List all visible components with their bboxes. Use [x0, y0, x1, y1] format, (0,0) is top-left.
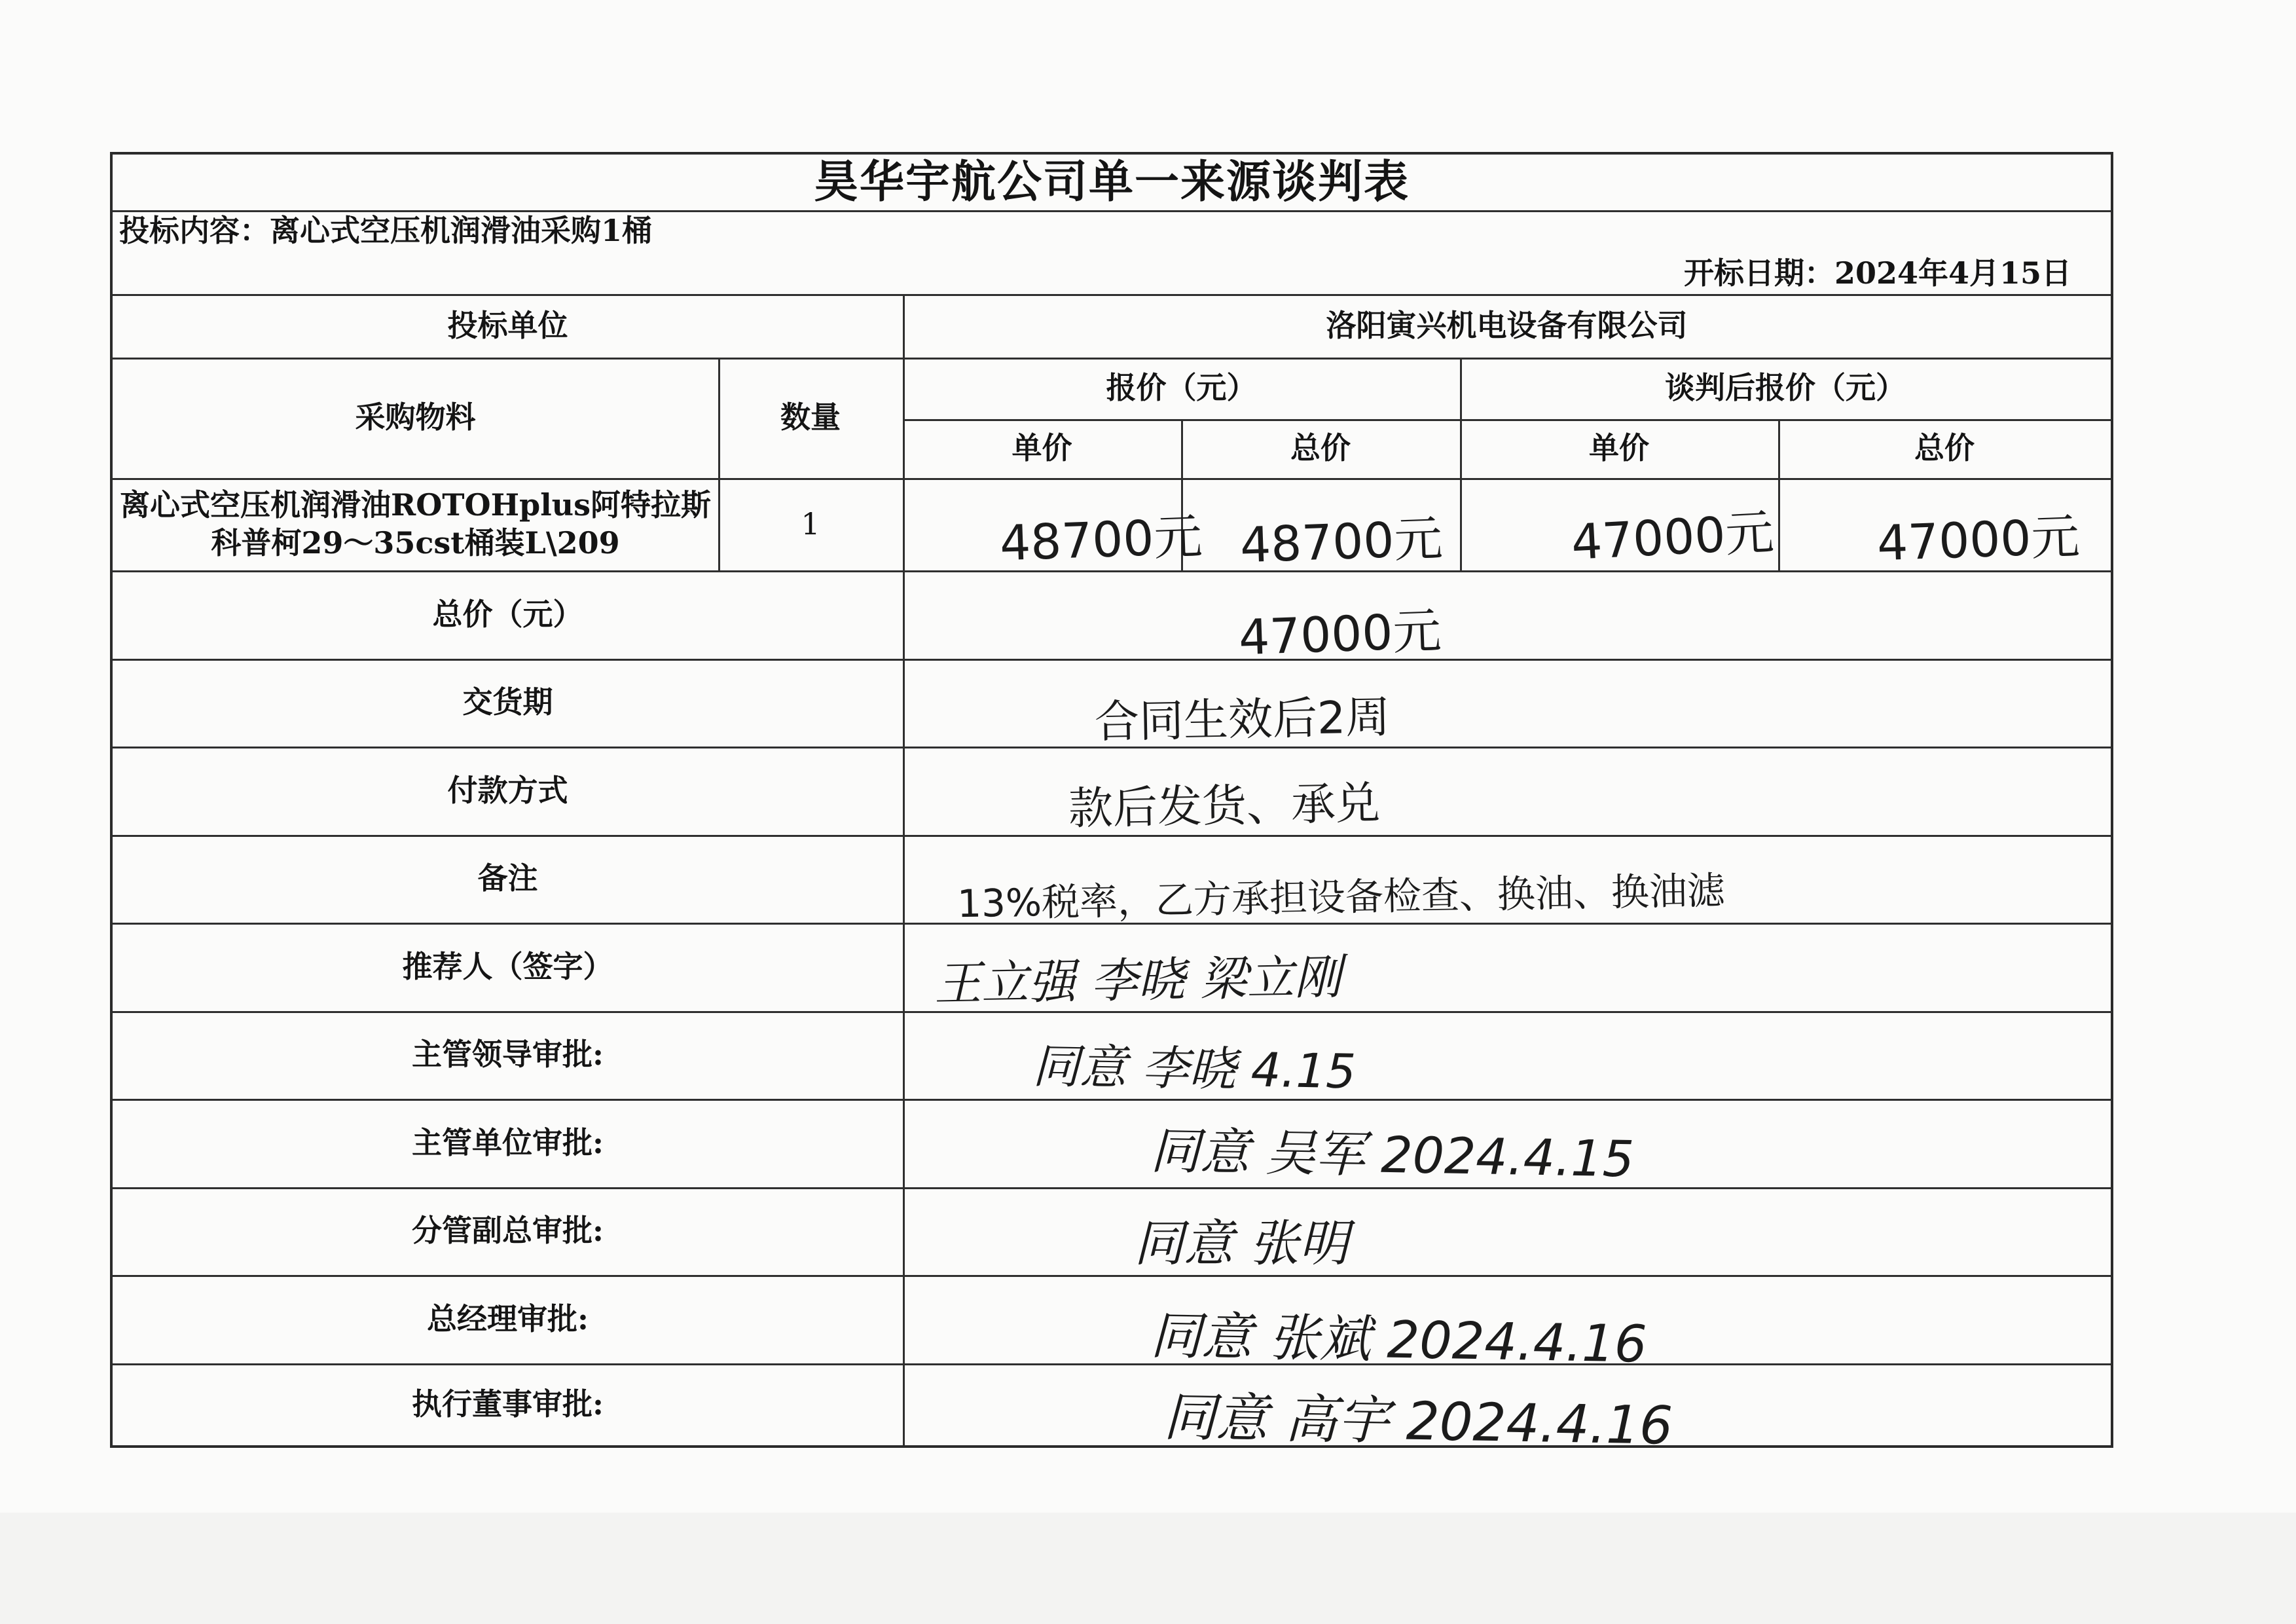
grand-total-value: 47000元 — [1237, 602, 1442, 667]
open-date: 开标日期：2024年4月15日 — [1683, 255, 2071, 291]
quote-unit-value: 48700元 — [998, 508, 1203, 572]
leader-approval-label: 主管领导审批: — [412, 1037, 604, 1073]
chairman-approval-signature: 同意 高宇 2024.4.16 — [1163, 1386, 1673, 1456]
quantity-label: 数量 — [780, 399, 841, 435]
page-bottom-shade — [0, 1513, 2296, 1624]
gm-approval-label: 总经理审批: — [427, 1301, 589, 1337]
payment-value: 款后发货、承兑 — [1068, 777, 1381, 836]
quote-total-value: 48700元 — [1239, 510, 1444, 574]
negotiation-form — [110, 152, 2113, 1456]
chairman-approval-label: 执行董事审批: — [412, 1386, 604, 1422]
negotiated-total-value: 47000元 — [1876, 508, 2081, 572]
grand-total-label: 总价（元） — [432, 596, 583, 632]
remarks-value: 13%税率，乙方承担设备检查、换油、换油滤 — [957, 868, 1726, 927]
recommender-signatures: 王立强 李晓 梁立刚 — [934, 949, 1342, 1012]
negotiated-unit-value: 47000元 — [1569, 504, 1776, 572]
material-label: 采购物料 — [355, 399, 476, 435]
negotiated-quote-label: 谈判后报价（元） — [1665, 370, 1906, 406]
bidder-name: 洛阳寅兴机电设备有限公司 — [1326, 307, 1688, 343]
quote-unit-price-label: 单价 — [1011, 430, 1072, 466]
bidder-label: 投标单位 — [447, 307, 568, 343]
quote-label: 报价（元） — [1106, 370, 1257, 406]
dept-approval-signature: 同意 吴军 2024.4.15 — [1150, 1121, 1635, 1189]
remarks-label: 备注 — [477, 860, 538, 896]
vp-approval-label: 分管副总审批: — [412, 1213, 604, 1249]
dept-approval-label: 主管单位审批: — [412, 1124, 604, 1160]
item-name — [113, 478, 718, 570]
bid-content: 投标内容：离心式空压机润滑油采购1桶 — [119, 213, 653, 249]
payment-label: 付款方式 — [447, 772, 568, 808]
vp-approval-signature: 同意 张明 — [1134, 1214, 1349, 1272]
delivery-label: 交货期 — [462, 684, 553, 720]
recommender-label: 推荐人（签字） — [402, 948, 613, 984]
item-quantity: 1 — [801, 506, 820, 542]
negotiated-unit-price-label: 单价 — [1589, 430, 1649, 466]
quote-total-price-label: 总价 — [1290, 430, 1351, 466]
item-name-line1: 离心式空压机润滑油ROTOHplus阿特拉斯 — [119, 487, 712, 523]
item-name-line2: 科普柯29～35cst桶装L\209 — [211, 525, 620, 561]
negotiated-total-price-label: 总价 — [1914, 430, 1975, 466]
form-title: 昊华宇航公司单一来源谈判表 — [813, 156, 1410, 208]
gm-approval-signature: 同意 张斌 2024.4.16 — [1150, 1306, 1648, 1375]
leader-approval-signature: 同意 李晓 4.15 — [1032, 1038, 1357, 1099]
delivery-value: 合同生效后2周 — [1094, 692, 1391, 748]
